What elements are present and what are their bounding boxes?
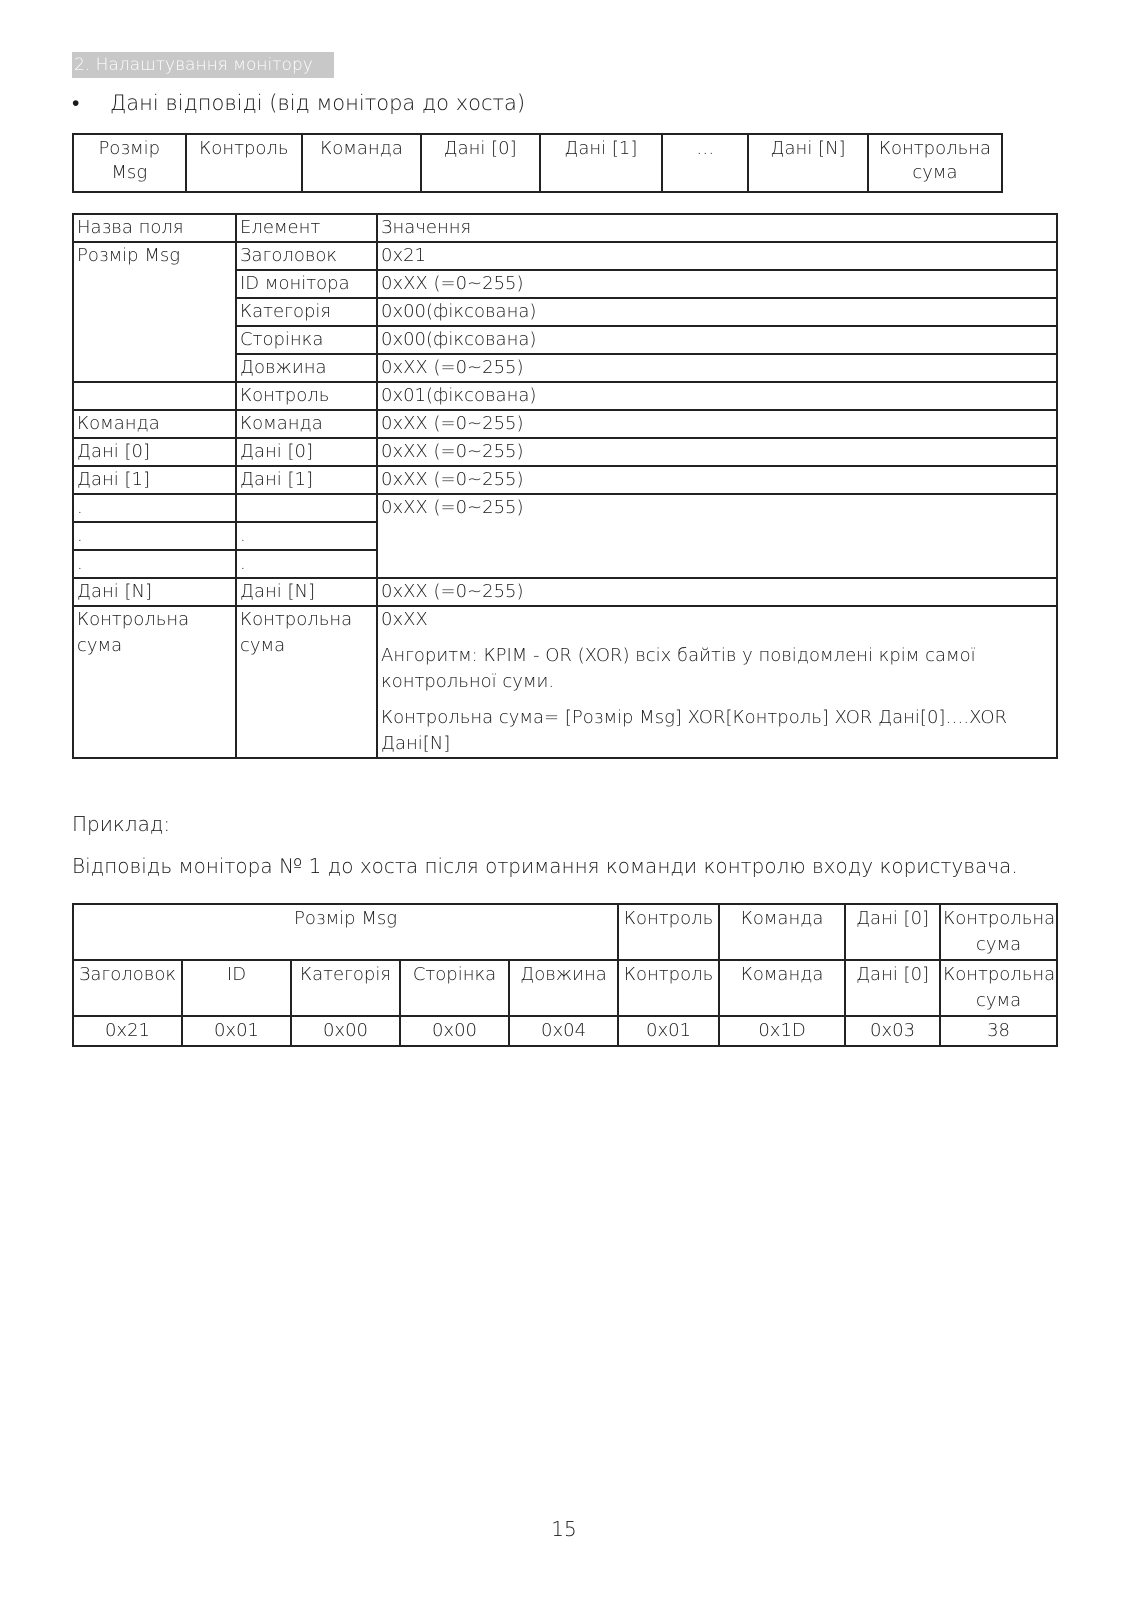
table-cell: Команда [73,410,236,438]
table-cell: Розмір Msg [73,904,618,960]
table-cell: Заголовок [236,242,377,270]
table-cell: Дані [1] [73,466,236,494]
table-cell: ID монітора [236,270,377,298]
table-cell: Дані [N] [73,578,236,606]
table-cell: Контрольна сума [73,606,236,758]
table-row [73,134,1002,192]
example-description: Відповідь монітора № 1 до хоста після отримання команди контролю входу користувача. [72,854,1018,878]
table-row [73,466,1057,494]
table-cell: Сторінка [400,960,509,1016]
table-cell: 0xXX (=0~255) [377,354,1057,382]
table-cell: Сторінка [236,326,377,354]
table-cell: Довжина [236,354,377,382]
checksum-value: 0xXX [381,609,428,630]
section-tag: 2. Налаштування монітору [72,52,334,78]
table-cell: Дані [0] [845,960,940,1016]
table-cell: 0x00 [400,1016,509,1046]
table-cell: Контрольна сума [868,134,1002,192]
table-cell: . [236,522,377,550]
table-cell: Дані [N] [748,134,868,192]
table-cell: Контроль [236,382,377,410]
table-cell: 0x01(фіксована) [377,382,1057,410]
table-cell: 38 [940,1016,1057,1046]
table-cell: Дані [0] [421,134,540,192]
column-header: Значення [377,214,1057,242]
table-cell: 0xXX (=0~255) [377,438,1057,466]
table-cell: 0x21 [377,242,1057,270]
table-cell: Дані [0] [73,438,236,466]
table-cell: Дані [N] [236,578,377,606]
table-cell: 0x01 [182,1016,291,1046]
example-table [72,903,1058,1047]
column-header: Назва поля [73,214,236,242]
page-number: 15 [551,1517,577,1541]
table-cell: Дані [1] [540,134,663,192]
table-cell: Контроль [186,134,303,192]
table-row [73,494,1057,522]
table-cell: Контрольна сума [940,904,1057,960]
checksum-row [73,606,1057,758]
table-cell: 0x01 [618,1016,719,1046]
bullet-heading [72,88,525,118]
example-group-row [73,904,1057,960]
table-cell: 0x1D [719,1016,845,1046]
field-definition-table [72,213,1058,759]
table-cell: Дані [1] [236,466,377,494]
table-cell: 0xXX (=0~255) [377,410,1057,438]
table-cell: 0x00(фіксована) [377,298,1057,326]
checksum-description-cell [377,606,1057,758]
table-cell: Команда [236,410,377,438]
table-cell: Категорія [291,960,400,1016]
table-cell: 0xXX (=0~255) [377,494,1057,578]
table-cell: Категорія [236,298,377,326]
table-cell: Команда [719,904,845,960]
table-cell: . [73,494,236,522]
table-cell: 0x04 [509,1016,618,1046]
table-row [73,410,1057,438]
table-cell: Дані [0] [845,904,940,960]
table-row [73,578,1057,606]
table-cell [73,382,236,410]
table-cell: 0x00 [291,1016,400,1046]
table-cell [236,494,377,522]
table-cell: Контрольна сума [940,960,1057,1016]
table-cell: Команда [302,134,421,192]
table-cell: Контрольна сума [236,606,377,758]
table-cell: Контроль [618,904,719,960]
table-header-row [73,214,1057,242]
heading-text: Дані відповіді (від монітора до хоста) [110,91,526,115]
table-cell: ID [182,960,291,1016]
table-cell: 0x21 [73,1016,182,1046]
table-cell: . [73,550,236,578]
example-label: Приклад: [72,812,171,836]
example-header-row [73,960,1057,1016]
table-cell: Розмір Msg [73,242,236,382]
checksum-formula-note: Контрольна сума= [Розмір Msg] XOR[Контроль] XOR Дані[0]….XOR Дані[N] [381,707,1008,754]
table-cell: Розмір Msg [73,134,186,192]
table-cell: Заголовок [73,960,182,1016]
checksum-algorithm-note: Ангоритм: КРІМ - OR (XOR) всіх байтів у повідомлені крім самої контрольної суми. [381,645,976,692]
bullet-glyph: • [72,91,80,115]
column-header: Елемент [236,214,377,242]
table-cell: Дані [0] [236,438,377,466]
table-cell: 0xXX (=0~255) [377,270,1057,298]
table-cell: … [662,134,748,192]
table-cell: 0xXX (=0~255) [377,466,1057,494]
table-row [73,438,1057,466]
table-cell: . [236,550,377,578]
table-cell: . [73,522,236,550]
frame-structure-table [72,133,1003,193]
table-cell: 0x03 [845,1016,940,1046]
table-row [73,382,1057,410]
table-cell: 0x00(фіксована) [377,326,1057,354]
example-value-row [73,1016,1057,1046]
table-cell: Контроль [618,960,719,1016]
table-row [73,242,1057,270]
table-cell: Довжина [509,960,618,1016]
table-cell: 0xXX (=0~255) [377,578,1057,606]
table-cell: Команда [719,960,845,1016]
